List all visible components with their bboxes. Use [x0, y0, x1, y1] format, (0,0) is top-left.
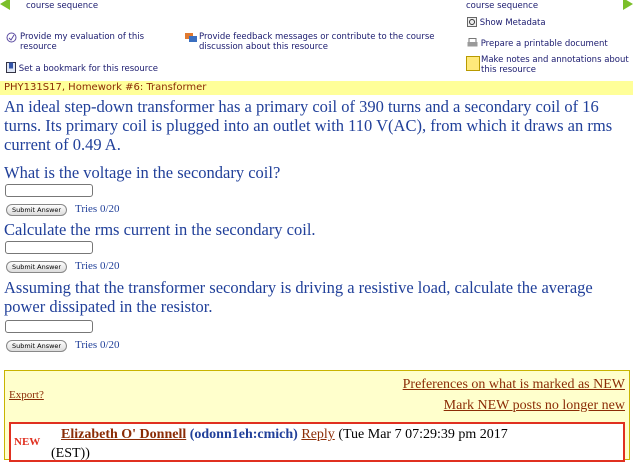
- mark-new-link[interactable]: Mark NEW posts no longer new: [443, 398, 625, 413]
- question-1: What is the voltage in the secondary coil?: [4, 163, 281, 182]
- metadata-icon: [467, 17, 477, 27]
- next-resource-arrow[interactable]: [623, 0, 633, 10]
- feedback-link[interactable]: [185, 32, 445, 52]
- course-sequence-right[interactable]: course sequence: [466, 1, 539, 11]
- tries-counter-2: Tries 0/20: [75, 260, 120, 272]
- question-2: Calculate the rms current in the secondary coil.: [4, 220, 316, 239]
- tries-counter-3: Tries 0/20: [75, 339, 120, 351]
- problem-statement: An ideal step-down transformer has a primary coil of 390 turns and a secondary coil of 16 turns. Its primary coil is plugged into an outlet with 110 V(AC), from which it draws an rms current of 0.49 A.: [4, 97, 613, 154]
- discussion-panel: [4, 370, 630, 460]
- evaluation-label: Provide my evaluation of this resource: [20, 32, 145, 52]
- bookmark-link[interactable]: [6, 60, 158, 74]
- post-timezone: (EST)): [51, 446, 90, 461]
- post-date: (Tue Mar 7 07:29:39 pm 2017: [338, 427, 508, 442]
- evaluation-icon: [6, 32, 17, 43]
- printable-link[interactable]: [467, 36, 608, 49]
- author-link[interactable]: Elizabeth O' Donnell: [61, 427, 187, 442]
- submit-answer-button-3[interactable]: Submit Answer: [6, 340, 67, 352]
- homework-title-bar: PHY131S17, Homework #6: Transformer: [0, 81, 633, 95]
- course-sequence-left[interactable]: course sequence: [26, 1, 99, 11]
- bookmark-icon: [6, 62, 16, 73]
- submit-answer-button-2[interactable]: Submit Answer: [6, 261, 67, 273]
- note-icon: [466, 56, 480, 71]
- author-username: (odonn1eh:cmich): [189, 427, 298, 442]
- bookmark-label: Set a bookmark for this resource: [18, 64, 158, 74]
- answer-input-1[interactable]: [5, 184, 93, 197]
- answer-input-2[interactable]: [5, 241, 93, 254]
- printable-label: Prepare a printable document: [480, 39, 608, 49]
- notes-link[interactable]: [466, 55, 631, 75]
- answer-input-3[interactable]: [5, 320, 93, 333]
- show-metadata-label: Show Metadata: [479, 18, 546, 28]
- discussion-post: [9, 422, 625, 462]
- tries-counter-1: Tries 0/20: [75, 203, 120, 215]
- post-header: [61, 427, 621, 443]
- export-link[interactable]: Export?: [9, 389, 44, 401]
- show-metadata-link[interactable]: [467, 15, 546, 28]
- preferences-link[interactable]: Preferences on what is marked as NEW: [402, 377, 625, 392]
- submit-answer-button-1[interactable]: Submit Answer: [6, 204, 67, 216]
- prev-resource-arrow[interactable]: [0, 0, 10, 10]
- evaluation-link[interactable]: [6, 32, 176, 52]
- reply-link[interactable]: Reply: [301, 427, 335, 442]
- new-badge: NEW: [14, 436, 41, 448]
- printer-icon: [467, 38, 478, 48]
- feedback-label: Provide feedback messages or contribute to the course discussion about this resource: [199, 32, 435, 52]
- question-3: Assuming that the transformer secondary is driving a resistive load, calculate the average power dissipated in the resistor.: [4, 278, 593, 316]
- notes-label: Make notes and annotations about this resource: [481, 55, 629, 75]
- discussion-icon: [185, 32, 198, 43]
